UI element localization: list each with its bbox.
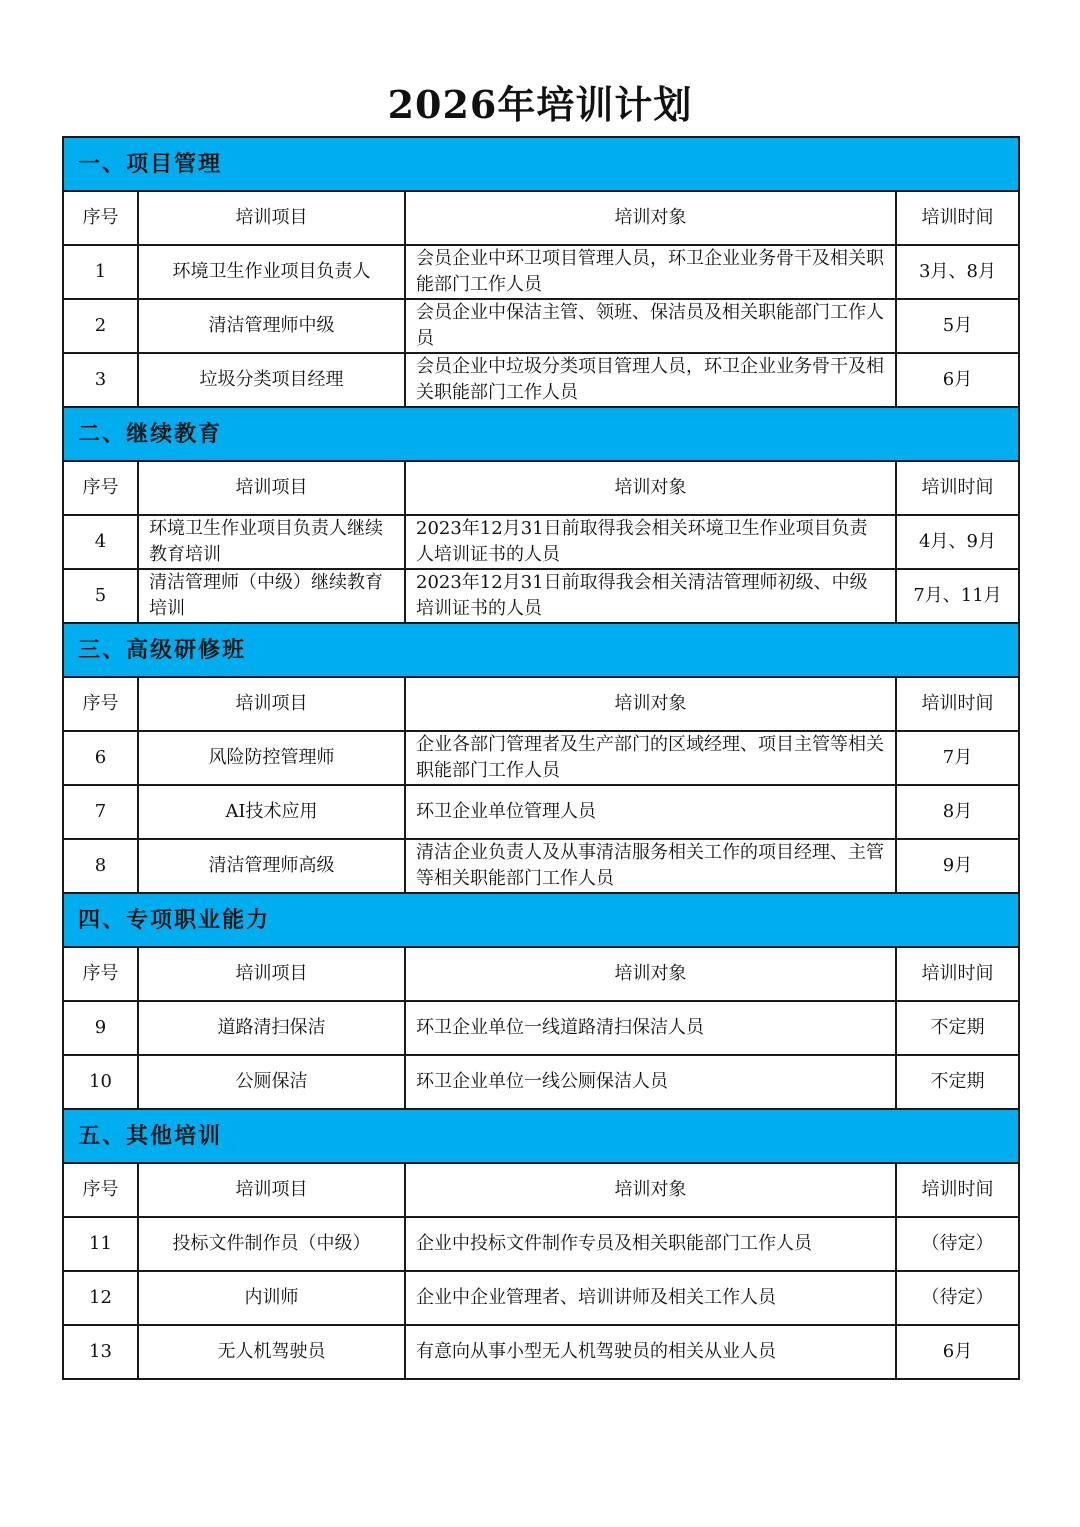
table-row [63,1001,1019,1055]
row-time: （待定） [896,1271,1019,1325]
header-no: 序号 [63,461,138,515]
header-no: 序号 [63,191,138,245]
training-plan-table [62,136,1020,1380]
row-item: 清洁管理师（中级）继续教育培训 [138,569,405,623]
row-target: 会员企业中环卫项目管理人员，环卫企业业务骨干及相关职能部门工作人员 [405,245,896,299]
table-row [63,245,1019,299]
row-no: 6 [63,731,138,785]
row-no: 2 [63,299,138,353]
row-item: 环境卫生作业项目负责人继续教育培训 [138,515,405,569]
header-item: 培训项目 [138,1163,405,1217]
row-item: 清洁管理师高级 [138,839,405,893]
section-header [63,623,1019,677]
row-target: 2023年12月31日前取得我会相关环境卫生作业项目负责人培训证书的人员 [405,515,896,569]
column-header-row [63,947,1019,1001]
header-time: 培训时间 [896,461,1019,515]
section-header [63,1109,1019,1163]
row-target: 清洁企业负责人及从事清洁服务相关工作的项目经理、主管等相关职能部门工作人员 [405,839,896,893]
row-item: 垃圾分类项目经理 [138,353,405,407]
section-header [63,137,1019,191]
column-header-row [63,461,1019,515]
row-time: 3月、8月 [896,245,1019,299]
header-item: 培训项目 [138,461,405,515]
row-item: 公厕保洁 [138,1055,405,1109]
header-target: 培训对象 [405,1163,896,1217]
row-time: （待定） [896,1217,1019,1271]
header-item: 培训项目 [138,677,405,731]
row-target: 有意向从事小型无人机驾驶员的相关从业人员 [405,1325,896,1379]
row-item: 道路清扫保洁 [138,1001,405,1055]
row-target: 环卫企业单位一线公厕保洁人员 [405,1055,896,1109]
section-title: 一、项目管理 [63,137,1019,191]
row-no: 8 [63,839,138,893]
row-no: 7 [63,785,138,839]
header-target: 培训对象 [405,191,896,245]
row-no: 5 [63,569,138,623]
header-item: 培训项目 [138,947,405,1001]
header-target: 培训对象 [405,461,896,515]
row-target: 2023年12月31日前取得我会相关清洁管理师初级、中级培训证书的人员 [405,569,896,623]
header-no: 序号 [63,677,138,731]
header-time: 培训时间 [896,677,1019,731]
header-time: 培训时间 [896,947,1019,1001]
table-row [63,515,1019,569]
row-item: AI技术应用 [138,785,405,839]
table-row [63,1325,1019,1379]
table-row [63,353,1019,407]
row-time: 6月 [896,353,1019,407]
table-row [63,299,1019,353]
column-header-row [63,1163,1019,1217]
table-row [63,785,1019,839]
header-no: 序号 [63,947,138,1001]
section-title: 二、继续教育 [63,407,1019,461]
row-time: 不定期 [896,1055,1019,1109]
row-item: 环境卫生作业项目负责人 [138,245,405,299]
row-item: 风险防控管理师 [138,731,405,785]
row-time: 6月 [896,1325,1019,1379]
table-row [63,1055,1019,1109]
row-item: 清洁管理师中级 [138,299,405,353]
row-target: 会员企业中垃圾分类项目管理人员，环卫企业业务骨干及相关职能部门工作人员 [405,353,896,407]
row-time: 8月 [896,785,1019,839]
header-target: 培训对象 [405,947,896,1001]
section-title: 四、专项职业能力 [63,893,1019,947]
table-row [63,1217,1019,1271]
row-target: 环卫企业单位管理人员 [405,785,896,839]
row-no: 1 [63,245,138,299]
row-no: 13 [63,1325,138,1379]
header-item: 培训项目 [138,191,405,245]
row-target: 会员企业中保洁主管、领班、保洁员及相关职能部门工作人员 [405,299,896,353]
row-time: 7月、11月 [896,569,1019,623]
column-header-row [63,677,1019,731]
row-target: 企业中企业管理者、培训讲师及相关工作人员 [405,1271,896,1325]
row-target: 企业中投标文件制作专员及相关职能部门工作人员 [405,1217,896,1271]
row-no: 12 [63,1271,138,1325]
row-item: 内训师 [138,1271,405,1325]
row-time: 5月 [896,299,1019,353]
row-time: 7月 [896,731,1019,785]
column-header-row [63,191,1019,245]
table-row [63,569,1019,623]
row-time: 4月、9月 [896,515,1019,569]
row-target: 环卫企业单位一线道路清扫保洁人员 [405,1001,896,1055]
table-row [63,731,1019,785]
header-time: 培训时间 [896,191,1019,245]
section-title: 五、其他培训 [63,1109,1019,1163]
section-header [63,407,1019,461]
row-no: 9 [63,1001,138,1055]
table-row [63,839,1019,893]
row-target: 企业各部门管理者及生产部门的区域经理、项目主管等相关职能部门工作人员 [405,731,896,785]
header-no: 序号 [63,1163,138,1217]
row-item: 投标文件制作员（中级） [138,1217,405,1271]
section-header [63,893,1019,947]
row-no: 10 [63,1055,138,1109]
row-item: 无人机驾驶员 [138,1325,405,1379]
table-row [63,1271,1019,1325]
header-time: 培训时间 [896,1163,1019,1217]
section-title: 三、高级研修班 [63,623,1019,677]
row-no: 4 [63,515,138,569]
row-time: 不定期 [896,1001,1019,1055]
header-target: 培训对象 [405,677,896,731]
row-no: 3 [63,353,138,407]
row-time: 9月 [896,839,1019,893]
row-no: 11 [63,1217,138,1271]
page-title: 2026年培训计划 [387,82,693,127]
